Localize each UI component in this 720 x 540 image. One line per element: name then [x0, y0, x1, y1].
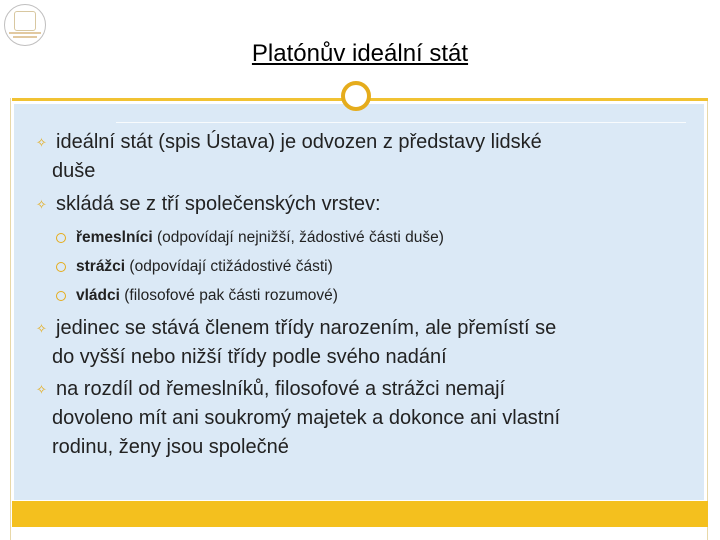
footer-accent-bar	[12, 501, 708, 527]
bullet-line: do vyšší nebo nižší třídy podle svého nadání	[52, 346, 447, 368]
sub-bullet-item	[56, 254, 696, 280]
content-divider	[116, 122, 686, 123]
bullet-item	[36, 128, 696, 186]
bullet-line: skládá se z tří společenských vrstev:	[56, 193, 381, 215]
logo-text-line	[9, 32, 41, 34]
logo-emblem	[14, 11, 36, 31]
bullet-line: na rozdíl od řemeslníků, filosofové a strážci nemají	[56, 378, 506, 400]
circle-bullet-icon	[56, 291, 66, 301]
bullet-item	[36, 314, 696, 372]
sub-bullet-text: (odpovídají nejnižší, žádostivé části duše)	[152, 229, 444, 246]
logo-text-line	[13, 36, 37, 38]
bullet-item	[36, 190, 696, 219]
bullet-arrow-icon: ✧	[36, 135, 47, 150]
bullet-arrow-icon: ✧	[36, 382, 47, 397]
bullet-item	[36, 375, 696, 462]
bullet-arrow-icon: ✧	[36, 197, 47, 212]
bullet-arrow-icon: ✧	[36, 321, 47, 336]
circle-bullet-icon	[56, 262, 66, 272]
sub-bullet-text: (filosofové pak části rozumové)	[119, 287, 338, 304]
sub-bullet-item	[56, 225, 696, 251]
bullet-line: duše	[52, 160, 96, 182]
sub-bullet-bold: vládci	[76, 287, 120, 304]
ring-ornament-icon	[341, 81, 371, 111]
sub-bullet-bold: strážci	[76, 258, 126, 275]
bullet-line: dovoleno mít ani soukromý majetek a dokonce ani vlastní	[52, 407, 561, 429]
bullet-line: jedinec se stává členem třídy narozením, ale přemístí se	[56, 317, 557, 339]
bullet-line: rodinu, ženy jsou společné	[52, 436, 289, 458]
sub-bullet-text: (odpovídají ctižádostivé části)	[125, 258, 333, 275]
bullet-line: ideální stát (spis Ústava) je odvozen z představy lidské	[56, 131, 542, 153]
circle-bullet-icon	[56, 233, 66, 243]
sub-bullet-item	[56, 283, 696, 309]
sub-bullet-bold: řemeslníci	[76, 229, 153, 246]
slide-title: Platónův ideální stát	[251, 40, 469, 67]
